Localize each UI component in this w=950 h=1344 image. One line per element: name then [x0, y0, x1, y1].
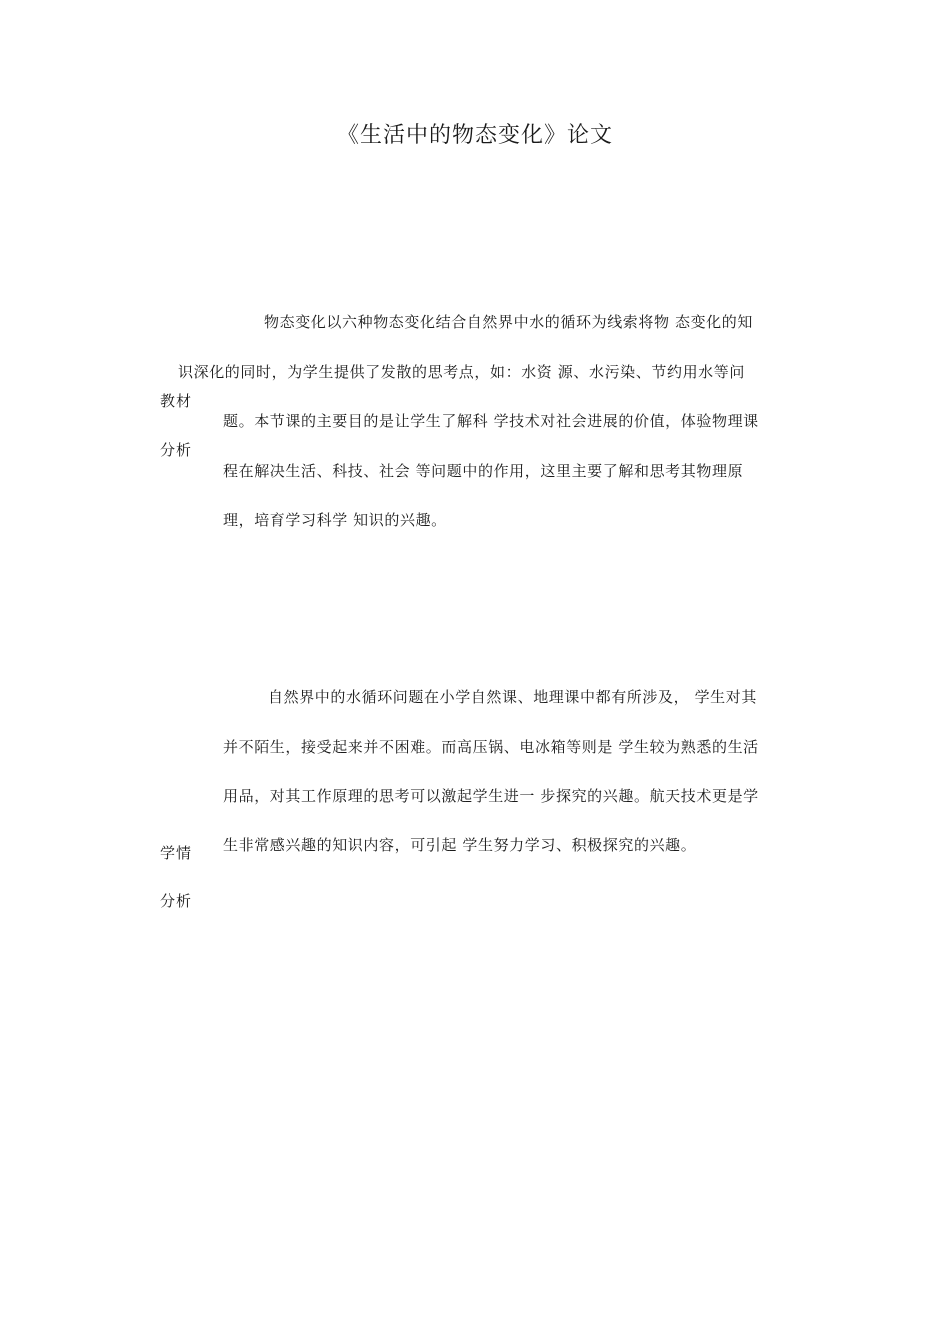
section-label-line-2: 分析 — [160, 892, 193, 910]
paragraph-line: 用品，对其工作原理的思考可以激起学生进一 步探究的兴趣。航天技术更是学 — [223, 787, 759, 805]
paragraph-line: 理，培育学习科学 知识的兴趣。 — [223, 511, 447, 529]
document-title: 《生活中的物态变化》论文 — [336, 123, 613, 148]
paragraph-line: 并不陌生，接受起来并不困难。而高压锅、电冰箱等则是 学生较为熟悉的生活 — [223, 738, 759, 756]
paragraph-line: 生非常感兴趣的知识内容，可引起 学生努力学习、积极探究的兴趣。 — [223, 836, 697, 854]
paragraph-line: 自然界中的水循环问题在小学自然课、地理课中都有所涉及， 学生对其 — [268, 688, 757, 706]
section-label-line-1: 教材 — [160, 392, 193, 410]
paragraph-line: 识深化的同时，为学生提供了发散的思考点，如：水资 源、水污染、节约用水等问 — [178, 363, 745, 381]
section-label-line-1: 学情 — [160, 844, 193, 862]
paragraph-line: 物态变化以六种物态变化结合自然界中水的循环为线索将物 态变化的知 — [264, 313, 753, 331]
paragraph-line: 程在解决生活、科技、社会 等问题中的作用，这里主要了解和思考其物理原 — [223, 462, 744, 480]
section-label-line-2: 分析 — [160, 441, 193, 459]
paragraph-line: 题。本节课的主要目的是让学生了解科 学技术对社会进展的价值，体验物理课 — [223, 412, 759, 430]
